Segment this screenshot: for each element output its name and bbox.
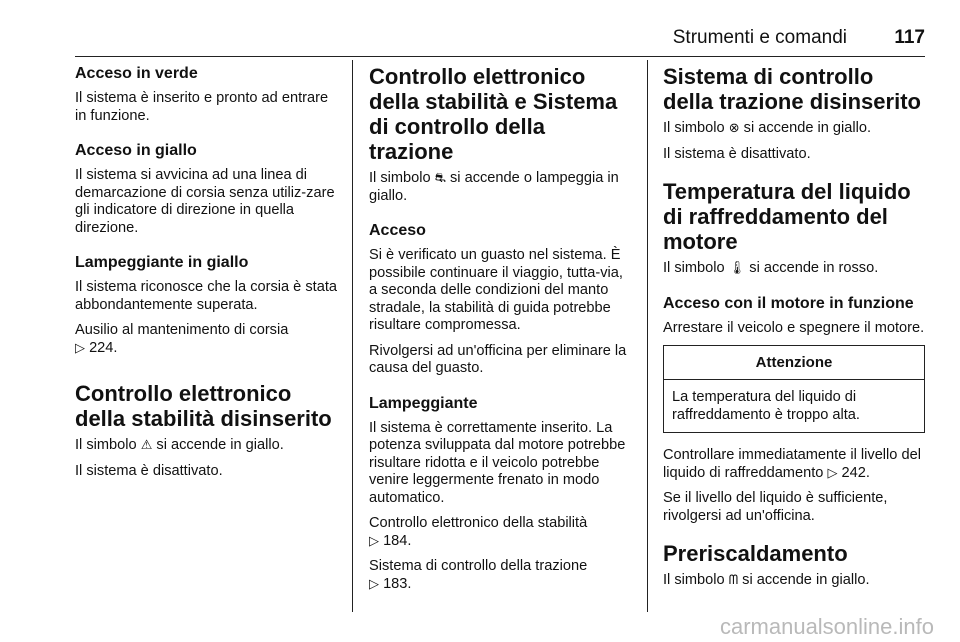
- section-title: Sistema di controllo della trazione disinserito: [663, 64, 921, 114]
- paragraph: Il sistema è disattivato.: [75, 462, 223, 479]
- watermark: carmanualsonline.info: [719, 614, 934, 639]
- page-reference-link[interactable]: 183.: [383, 575, 412, 592]
- paragraph: Il sistema è inserito e pronto ad entrare in funzione.: [75, 90, 329, 124]
- paragraph-with-reference: Ausilio al mantenimento di corsia ▷ 224.: [75, 322, 289, 356]
- paragraph-with-reference: Controllo elettronico della stabilità ▷ 184.: [369, 515, 588, 549]
- glow-plug-icon: ᗰ: [728, 573, 739, 588]
- paragraph: Il sistema è correttamente inserito. La potenza sviluppata dal motore potrebbe risultare ridotta e il veicolo potrebbe venire leggermente frenato in modo automatico.: [369, 419, 626, 506]
- paragraph-with-reference: Sistema di controllo della trazione ▷ 183.: [369, 558, 588, 592]
- paragraph: Rivolgersi ad un'officina per eliminare la causa del guasto.: [369, 342, 627, 376]
- section-title: Temperatura del liquido di raffreddamento del motore: [663, 179, 911, 254]
- paragraph: Il simbolo ⛐ si accende o lampeggia in giallo.: [369, 170, 619, 204]
- column-1: [75, 64, 337, 488]
- paragraph: Il simbolo 🌡 si accende in rosso.: [663, 260, 879, 276]
- warning-text: La temperatura del liquido di raffreddamento è troppo alta.: [672, 389, 860, 423]
- section-title: Controllo elettronico della stabilità e Sistema di controllo della trazione: [369, 64, 618, 164]
- subheading: Acceso: [369, 222, 426, 239]
- traction-control-off-icon: ⊗: [728, 121, 740, 136]
- subheading: Lampeggiante: [369, 394, 478, 412]
- reference-arrow-icon: ▷: [75, 340, 85, 356]
- paragraph: Il simbolo ⊗ si accende in giallo.: [663, 120, 872, 136]
- column-3: [663, 64, 925, 598]
- warning-box: [663, 345, 925, 433]
- reference-arrow-icon: ▷: [369, 576, 379, 592]
- column-divider: [352, 60, 353, 612]
- column-2: [369, 64, 633, 601]
- header-section-title: Strumenti e comandi: [672, 27, 847, 48]
- page-number: 117: [894, 27, 925, 48]
- page-reference-link[interactable]: 184.: [383, 532, 412, 549]
- subheading: Acceso in giallo: [75, 142, 197, 159]
- paragraph: Se il livello del liquido è sufficiente, rivolgersi ad un'officina.: [663, 490, 888, 524]
- reference-arrow-icon: ▷: [369, 533, 379, 549]
- reference-arrow-icon: ▷: [827, 465, 838, 481]
- page-reference-link[interactable]: 224.: [89, 339, 118, 356]
- warning-title: Attenzione: [664, 346, 924, 380]
- page-header: [75, 22, 925, 57]
- section-title: Preriscaldamento: [663, 541, 848, 566]
- paragraph: Il simbolo ᗰ si accende in giallo.: [663, 572, 870, 588]
- coolant-temperature-icon: 🌡: [728, 261, 746, 276]
- column-divider: [647, 60, 648, 612]
- paragraph: Il sistema si avvicina ad una linea di demarcazione di corsia senza utiliz-zare gli indicatore di direzione in quella direzione.: [75, 167, 335, 236]
- paragraph: Il sistema riconosce che la corsia è stata abbondantemente superata.: [75, 279, 337, 313]
- paragraph: Il sistema è disattivato.: [663, 145, 811, 162]
- esc-off-icon: ⚠: [140, 438, 153, 453]
- paragraph: Si è verificato un guasto nel sistema. È possibile continuare il viaggio, tutta-via, a seconda delle condizioni del manto stradale, la stabilità di guida potrebbe risultare compromessa.: [369, 247, 623, 333]
- section-title: Controllo elettronico della stabilità disinserito: [75, 381, 332, 431]
- page-reference-link[interactable]: 242.: [841, 464, 870, 481]
- subheading: Acceso con il motore in funzione: [663, 294, 914, 312]
- paragraph: Arrestare il veicolo e spegnere il motore.: [663, 319, 925, 336]
- paragraph: Il simbolo ⚠ si accende in giallo.: [75, 437, 284, 453]
- subheading: Acceso in verde: [75, 65, 198, 82]
- esc-icon: ⛐: [434, 171, 446, 186]
- subheading: Lampeggiante in giallo: [75, 254, 249, 271]
- paragraph-with-reference: Controllare immediatamente il livello del liquido di raffreddamento ▷ 242.: [663, 447, 921, 481]
